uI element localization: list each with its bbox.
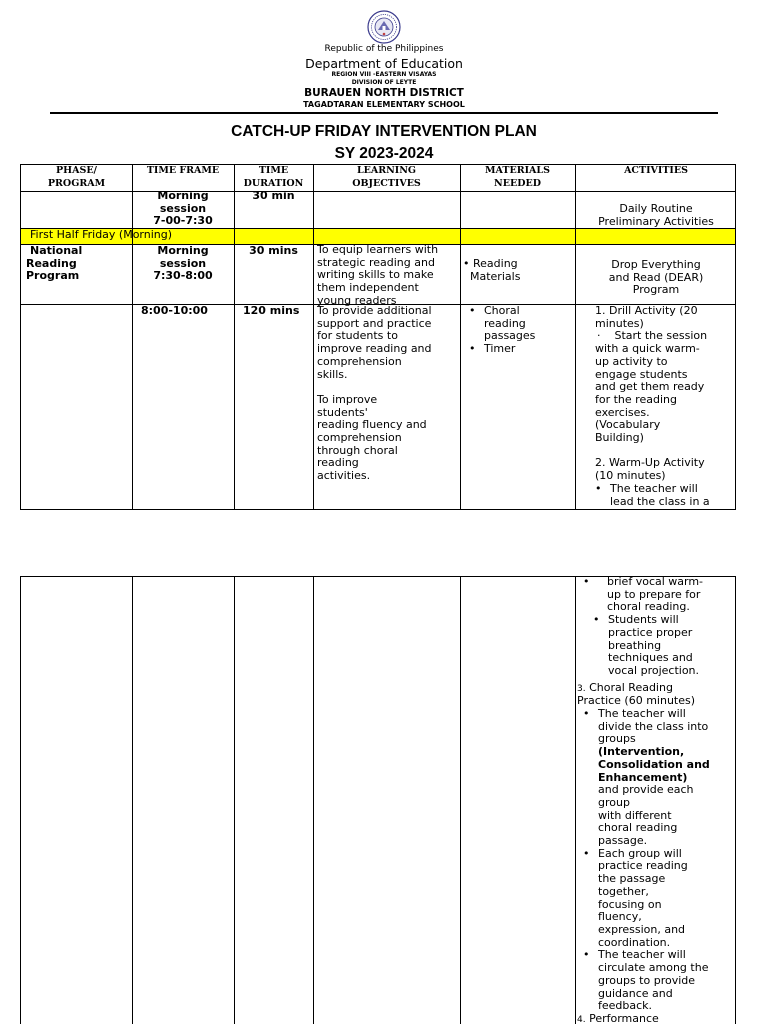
choral-duration: 120 mins <box>243 304 300 317</box>
choral-objectives: To provide additional support and practice for students to improve reading and comprehension skills. To improve students' reading fluency and comprehension through choral reading activities. <box>317 304 432 483</box>
column-header-objectives: LEARNING OBJECTIVES <box>352 165 421 189</box>
column-header-duration: TIME DURATION <box>243 165 304 189</box>
header-region: REGION VIII -EASTERN VISAYAS <box>331 71 437 78</box>
activity-bullet-continued: • brief vocal warm- up to prepare for choral reading. <box>577 576 737 614</box>
reading-duration: 30 mins <box>249 244 298 257</box>
section-band-label: First Half Friday (Morning) <box>30 228 173 241</box>
deped-seal-icon <box>367 10 401 44</box>
header-divider <box>50 112 718 114</box>
reading-activities: Drop Everything and Read (DEAR) Program <box>608 258 704 297</box>
school-year: SY 2023-2024 <box>334 145 434 162</box>
column-header-activities: ACTIVITIES <box>624 165 688 176</box>
activity-bullet-groups: • The teacher will divide the class into groups (Intervention, Consolidation and Enhancement) and provide each group with different choral reading passage. <box>577 708 737 848</box>
header-district: BURAUEN NORTH DISTRICT <box>304 87 464 99</box>
activity-bullet-feedback: • The teacher will circulate among the groups to provide guidance and feedback. <box>577 949 737 1013</box>
choral-activities: 1. Drill Activity (20 minutes) · Start the session with a quick warm- up activity to engage students and get them ready for the reading exercises. (Vocabulary Building) 2. Warm-Up Activity (10 minutes) • The teacher will lead the class in a <box>595 305 737 511</box>
activity-bullet-practice: • Each group will practice reading the passage together, focusing on fluency, expression, and coordination. <box>577 848 737 950</box>
material-choral-passages: • Choral reading passages <box>463 305 575 343</box>
reading-phase: National Reading Program <box>26 244 83 283</box>
activity-step-3: 3. Choral Reading <box>577 680 673 694</box>
reading-materials: • Reading Materials <box>463 257 521 283</box>
reading-objectives: To equip learners with strategic reading and writing skills to make them independent young readers <box>317 243 439 307</box>
column-header-materials: MATERIALS NEEDED <box>485 165 550 189</box>
plan-title: CATCH-UP FRIDAY INTERVENTION PLAN <box>231 123 537 140</box>
header-division: DIVISION OF LEYTE <box>351 79 417 86</box>
column-header-time-frame: TIME FRAME <box>146 165 220 176</box>
reading-time-frame: Morning session 7:30-8:00 <box>153 244 213 283</box>
routine-time-frame: Morning session 7-00-7:30 <box>153 189 213 228</box>
choral-time-frame: 8:00-10:00 <box>141 304 208 317</box>
material-timer: • Timer <box>463 343 575 356</box>
choral-materials <box>463 305 575 356</box>
column-header-phase: PHASE/ PROGRAM <box>47 165 106 189</box>
header-school: TAGADTARAN ELEMENTARY SCHOOL <box>303 100 465 109</box>
routine-duration: 30 min <box>252 189 295 202</box>
activity-step-4: 4. Performance <box>577 1011 659 1024</box>
header-department: Department of Education <box>305 56 463 71</box>
intervention-plan-table <box>20 164 736 510</box>
activity-bullet-breathing: • Students will practice proper breathing techniques and vocal projection. <box>587 614 737 678</box>
routine-activities: Daily Routine Preliminary Activities <box>598 202 714 228</box>
intervention-plan-table-continued <box>20 576 736 1024</box>
header-republic: Republic of the Philippines <box>324 44 444 54</box>
activities-continued: • brief vocal warm- up to prepare for choral reading. • Students will practice proper breathing techniques and vocal projection. 3. Choral Reading Practice (60 minutes) • The teacher will divide the class into groups (Intervention, Consolidation and Enhancement) and provide each group with different choral reading passage. • Each group will practice reading the passage together, focusing on fluency, expression, and coordination. • The teacher will circulate among the groups to provide guidance and feedback. 4. Performance <box>577 576 737 1024</box>
